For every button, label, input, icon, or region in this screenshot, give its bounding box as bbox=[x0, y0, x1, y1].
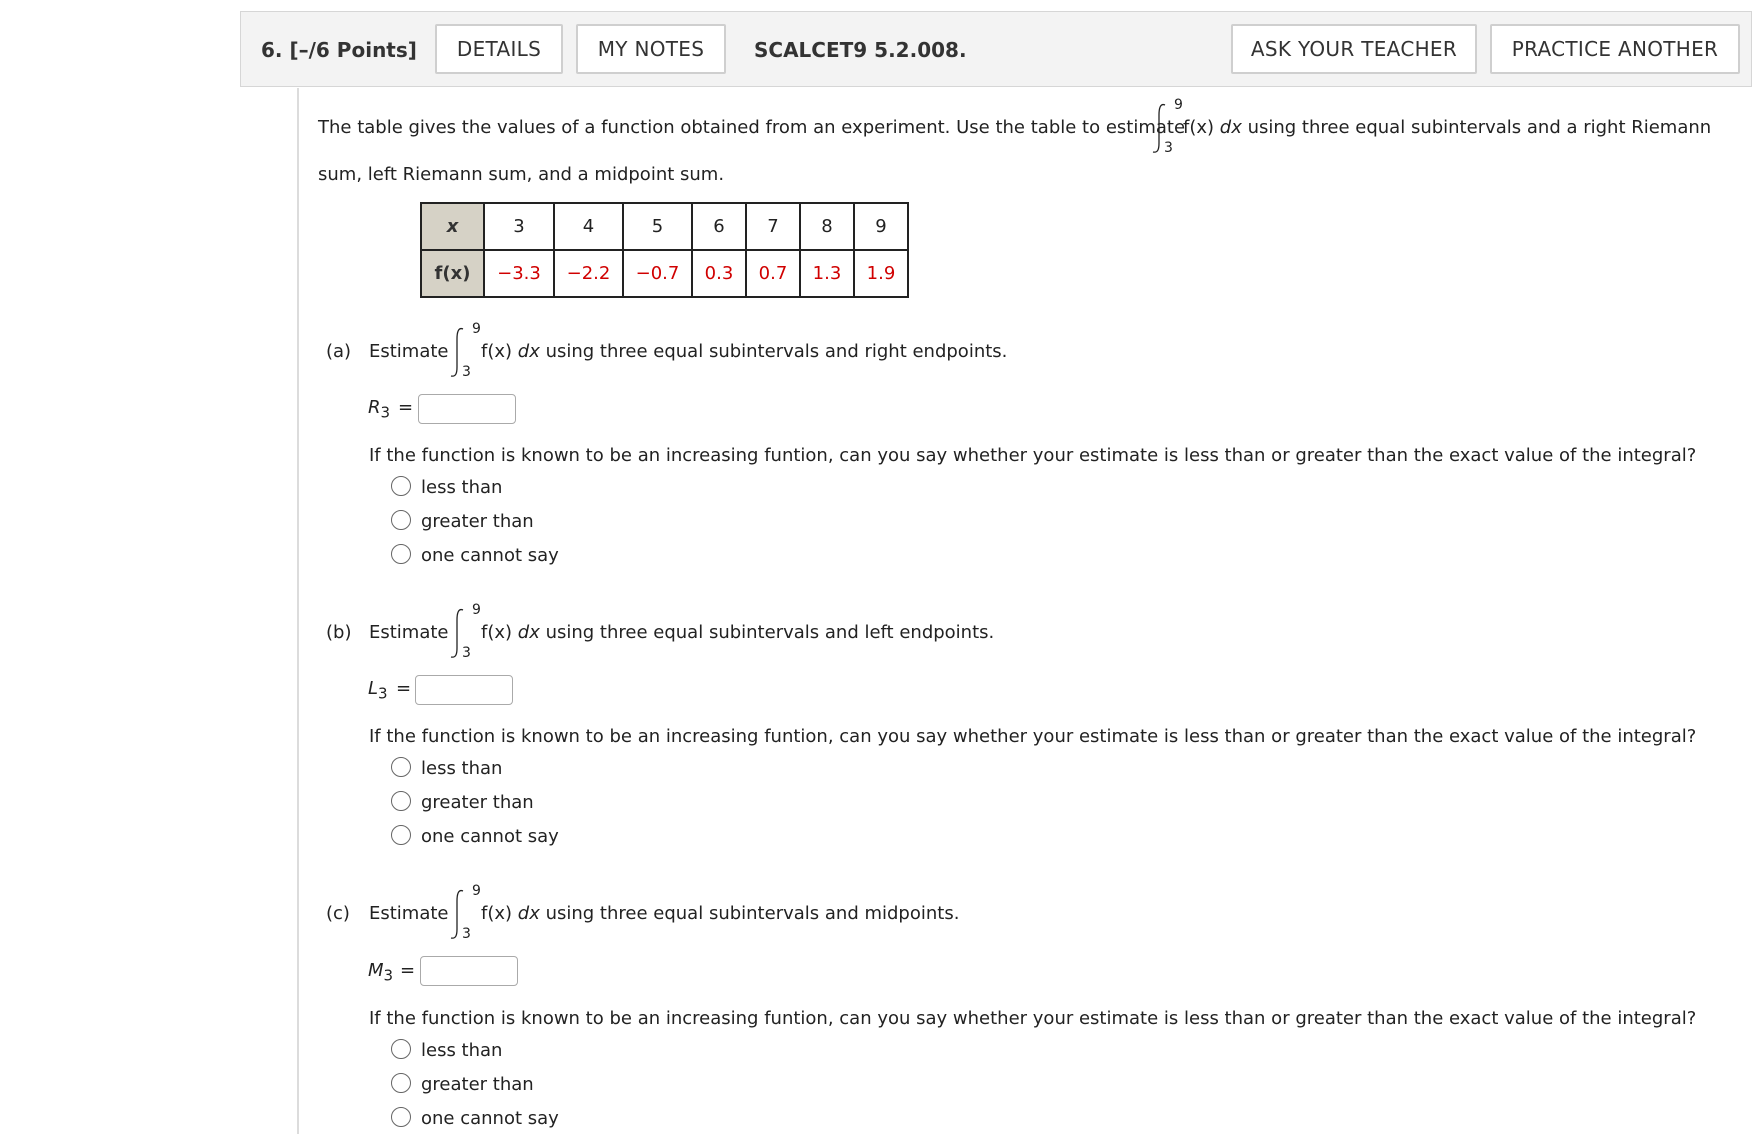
radio-one-cannot-say[interactable] bbox=[391, 1107, 411, 1127]
practice-another-button[interactable]: PRACTICE ANOTHER bbox=[1490, 24, 1740, 74]
integral-lower-limit: 3 bbox=[462, 645, 471, 661]
x-value: 3 bbox=[484, 203, 554, 250]
fx-value: 1.9 bbox=[854, 250, 908, 297]
x-row bbox=[421, 203, 908, 250]
option-label: one cannot say bbox=[421, 545, 559, 566]
integral-lower-limit: 3 bbox=[462, 364, 471, 380]
radio-less-than[interactable] bbox=[391, 757, 411, 777]
x-value: 4 bbox=[554, 203, 623, 250]
radio-one-cannot-say[interactable] bbox=[391, 544, 411, 564]
option-label: greater than bbox=[421, 511, 534, 532]
radio-greater-than[interactable] bbox=[391, 510, 411, 530]
answer-variable: $L_3$ bbox=[368, 678, 388, 703]
question-number: 6. [–/6 Points] bbox=[261, 38, 417, 62]
ask-your-teacher-button[interactable]: ASK YOUR TEACHER bbox=[1231, 24, 1477, 74]
fx-value: −3.3 bbox=[484, 250, 554, 297]
radio-greater-than[interactable] bbox=[391, 1073, 411, 1093]
question-prompt: If the function is known to be an increasing funtion, can you say whether your estimate is less than or greater than the exact value of the integral? bbox=[369, 726, 1697, 747]
option-label: less than bbox=[421, 758, 503, 779]
intro-integrand: f(x) dx using three equal subintervals and a right Riemann bbox=[1183, 117, 1712, 138]
integral-upper-limit: 9 bbox=[1174, 97, 1183, 113]
m3-answer-input[interactable] bbox=[420, 956, 518, 986]
radio-less-than[interactable] bbox=[391, 1039, 411, 1059]
x-value: 8 bbox=[800, 203, 854, 250]
part-description: f(x) dx using three equal subintervals and left endpoints. bbox=[481, 622, 995, 643]
points-label: [–/6 Points] bbox=[289, 38, 417, 62]
fx-row bbox=[421, 250, 908, 297]
question-prompt: If the function is known to be an increasing funtion, can you say whether your estimate is less than or greater than the exact value of the integral? bbox=[369, 445, 1697, 466]
x-value: 7 bbox=[746, 203, 800, 250]
equals-sign: = bbox=[396, 678, 412, 699]
part-label: (a) bbox=[326, 341, 352, 362]
option-label: less than bbox=[421, 1040, 503, 1061]
function-table bbox=[420, 202, 909, 298]
estimate-label: Estimate bbox=[369, 622, 449, 643]
integral-upper-limit: 9 bbox=[472, 602, 481, 618]
l3-answer-input[interactable] bbox=[415, 675, 513, 705]
equals-sign: = bbox=[398, 397, 414, 418]
option-label: one cannot say bbox=[421, 1108, 559, 1129]
part-description: f(x) dx using three equal subintervals and right endpoints. bbox=[481, 341, 1008, 362]
equals-sign: = bbox=[400, 960, 416, 981]
x-value: 6 bbox=[692, 203, 746, 250]
my-notes-button[interactable]: MY NOTES bbox=[576, 24, 726, 74]
question-code: SCALCET9 5.2.008. bbox=[754, 38, 967, 62]
estimate-label: Estimate bbox=[369, 903, 449, 924]
answer-variable: $M_3$ bbox=[368, 960, 394, 985]
option-label: greater than bbox=[421, 1074, 534, 1095]
part-description: f(x) dx using three equal subintervals and midpoints. bbox=[481, 903, 960, 924]
radio-greater-than[interactable] bbox=[391, 791, 411, 811]
option-label: less than bbox=[421, 477, 503, 498]
fx-value: −2.2 bbox=[554, 250, 623, 297]
integral-lower-limit: 3 bbox=[462, 926, 471, 942]
fx-header: f(x) bbox=[421, 250, 484, 297]
option-label: greater than bbox=[421, 792, 534, 813]
question-prompt: If the function is known to be an increasing funtion, can you say whether your estimate is less than or greater than the exact value of the integral? bbox=[369, 1008, 1697, 1029]
question-header bbox=[240, 11, 1752, 87]
radio-one-cannot-say[interactable] bbox=[391, 825, 411, 845]
intro-text-line2: sum, left Riemann sum, and a midpoint sum. bbox=[318, 164, 725, 185]
integral-upper-limit: 9 bbox=[472, 883, 481, 899]
estimate-label: Estimate bbox=[369, 341, 449, 362]
answer-variable: $R_3$ bbox=[368, 397, 391, 422]
details-button[interactable]: DETAILS bbox=[435, 24, 563, 74]
x-value: 5 bbox=[623, 203, 692, 250]
content-border bbox=[297, 88, 299, 1134]
x-value: 9 bbox=[854, 203, 908, 250]
x-header: x bbox=[421, 203, 484, 250]
integral-lower-limit: 3 bbox=[1164, 140, 1173, 156]
fx-value: 0.3 bbox=[692, 250, 746, 297]
fx-value: 1.3 bbox=[800, 250, 854, 297]
part-label: (b) bbox=[326, 622, 352, 643]
option-label: one cannot say bbox=[421, 826, 559, 847]
part-label: (c) bbox=[326, 903, 350, 924]
r3-answer-input[interactable] bbox=[418, 394, 516, 424]
integral-upper-limit: 9 bbox=[472, 321, 481, 337]
fx-value: −0.7 bbox=[623, 250, 692, 297]
radio-less-than[interactable] bbox=[391, 476, 411, 496]
fx-value: 0.7 bbox=[746, 250, 800, 297]
intro-text: The table gives the values of a function obtained from an experiment. Use the table to estimate bbox=[318, 117, 1186, 138]
